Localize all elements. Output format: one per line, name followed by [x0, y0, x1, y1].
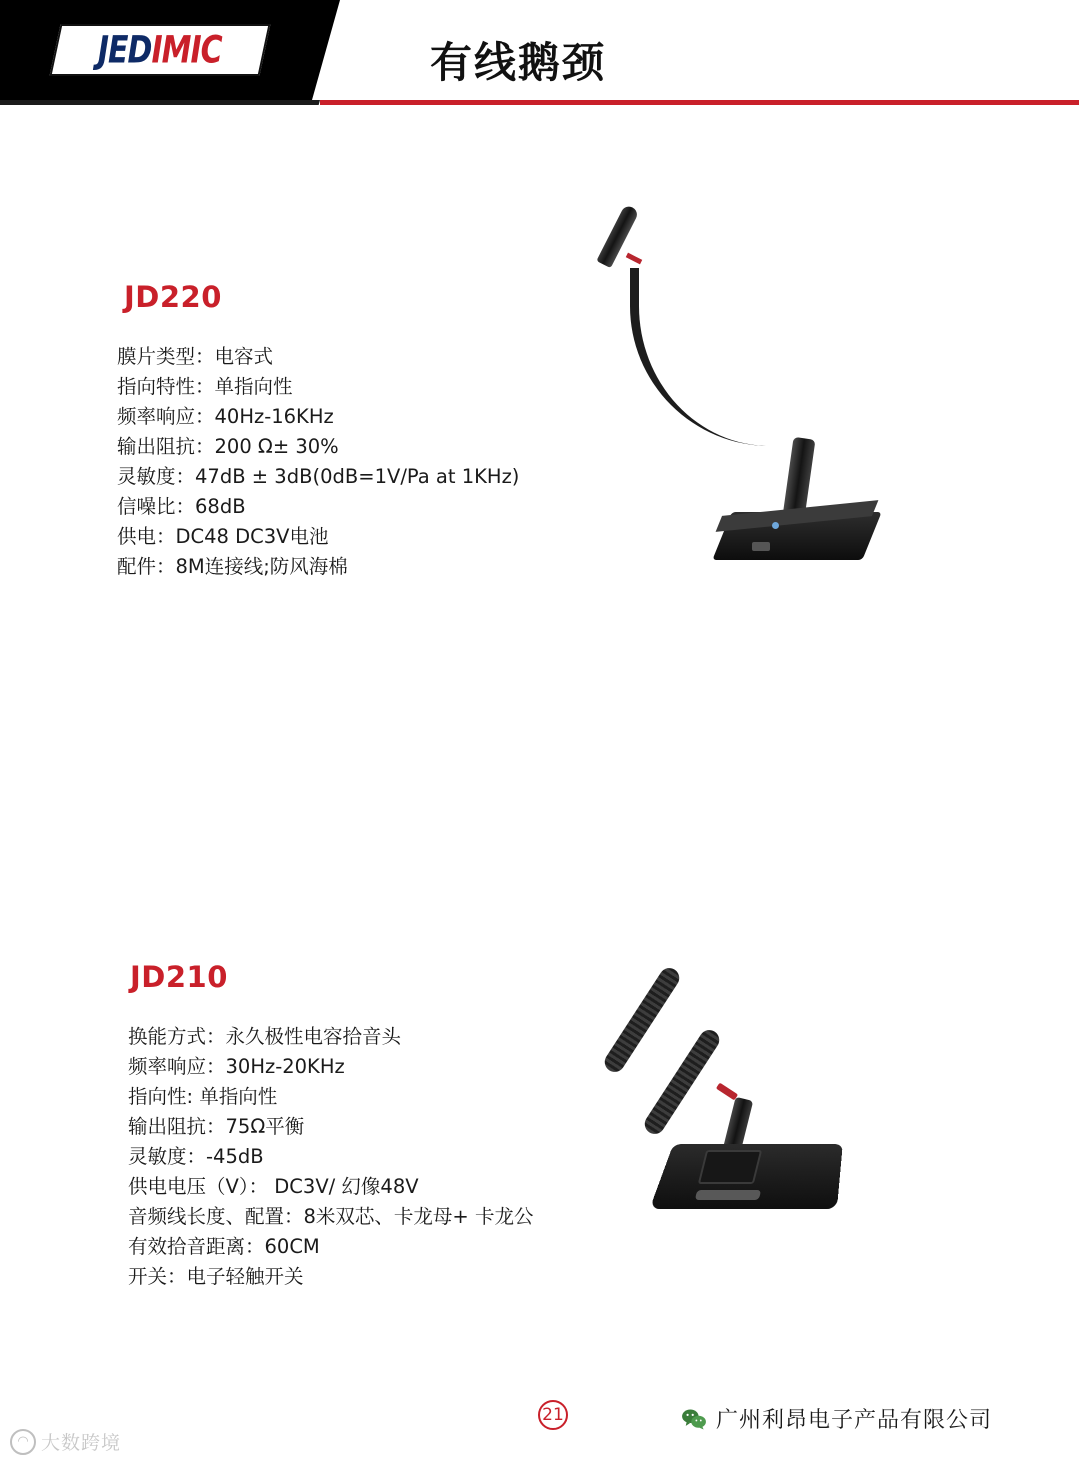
- spec-item: 指向特性：单指向性: [117, 375, 293, 398]
- spec-item: 开关：电子轻触开关: [128, 1265, 304, 1288]
- spec-item: 供电：DC48 DC3V电池: [117, 525, 329, 548]
- spec-item: 膜片类型：电容式: [117, 345, 274, 368]
- microphone-red-ring: [626, 253, 643, 265]
- page-header: [0, 0, 1079, 112]
- spec-item: 有效拾音距离：60CM: [128, 1235, 320, 1258]
- product-spec-list: [128, 1022, 533, 1292]
- control-panel: [698, 1150, 762, 1184]
- page-number: 21: [538, 1400, 568, 1430]
- product-spec-list: [117, 342, 519, 582]
- watermark-icon: ◠: [10, 1429, 36, 1455]
- brand-logo: [49, 24, 270, 76]
- watermark-text: 大数跨境: [41, 1432, 122, 1454]
- base-name-strip: [695, 1190, 761, 1200]
- company-footer: [681, 1403, 992, 1434]
- wechat-icon: [681, 1408, 707, 1430]
- product-image-jd220: [600, 220, 960, 640]
- spec-item: 供电电压（V）： DC3V/ 幻像48V: [128, 1175, 419, 1198]
- spec-item: 频率响应：40Hz-16KHz: [117, 405, 334, 428]
- brand-logo-text: JEDIMIC: [98, 28, 222, 72]
- header-rule-red: [320, 100, 1079, 105]
- header-rule-black: [0, 100, 320, 105]
- product-model-name: JD220: [124, 280, 222, 314]
- spec-item: 配件：8M连接线;防风海棉: [117, 555, 348, 578]
- product-model-name: JD210: [130, 960, 228, 994]
- spec-item: 指向性: 单指向性: [128, 1085, 278, 1108]
- spec-item: 输出阻抗：200 Ω± 30%: [117, 435, 339, 458]
- shotgun-microphone-tube: [641, 1026, 723, 1138]
- spec-item: 信噪比：68dB: [117, 495, 246, 518]
- spec-item: 换能方式：永久极性电容拾音头: [128, 1025, 402, 1048]
- status-led-icon: [772, 522, 779, 529]
- product-image-jd210: [620, 950, 960, 1250]
- power-switch-icon: [752, 542, 770, 551]
- spec-item: 输出阻抗：75Ω平衡: [128, 1115, 305, 1138]
- company-name: 广州利昂电子产品有限公司: [716, 1408, 993, 1433]
- spec-item: 灵敏度：-45dB: [128, 1145, 264, 1168]
- page-title: 有线鹅颈: [430, 38, 607, 87]
- spec-item: 灵敏度：47dB ± 3dB(0dB=1V/Pa at 1KHz): [117, 465, 520, 488]
- spec-item: 频率响应：30Hz-20KHz: [128, 1055, 345, 1078]
- spec-item: 音频线长度、配置：8米双芯、卡龙母+ 卡龙公: [128, 1205, 534, 1228]
- shotgun-microphone-tube: [601, 964, 683, 1076]
- watermark: [10, 1428, 121, 1455]
- gooseneck-tube: [630, 268, 798, 446]
